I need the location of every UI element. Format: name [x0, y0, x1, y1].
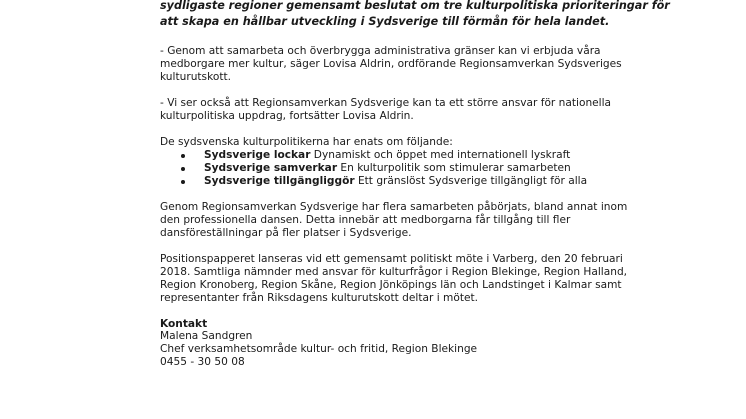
- list-item: [160, 149, 680, 162]
- collaboration-paragraph: [160, 201, 680, 240]
- text-line: dansföreställningar på fler platser i Sydsverige.: [160, 226, 412, 239]
- text-line: Positionspapperet lanseras vid ett gemensamt politiskt möte i Varberg, den 20 februari: [160, 252, 623, 265]
- text-line: medborgare mer kultur, säger Lovisa Aldrin, ordförande Regionsamverkan Sydsveriges: [160, 57, 622, 70]
- contact-block: [160, 318, 680, 370]
- text-line: kulturpolitiska uppdrag, fortsätter Lovisa Aldrin.: [160, 109, 414, 122]
- list-item: [160, 175, 680, 188]
- bullet-icon: [181, 154, 185, 158]
- press-release-body: [160, 0, 680, 369]
- list-intro: De sydsvenska kulturpolitikerna har enats om följande:: [160, 135, 453, 148]
- launch-paragraph: [160, 253, 680, 305]
- text-line: - Vi ser också att Regionsamverkan Sydsverige kan ta ett större ansvar för nationella: [160, 96, 612, 109]
- priority-description: Ett gränslöst Sydsverige tillgängligt för alla: [354, 175, 588, 188]
- priorities-list: [160, 149, 680, 188]
- lead-line: att skapa en hållbar utveckling i Sydsverige till förmån för hela landet.: [160, 14, 610, 28]
- text-line: Genom Regionsamverkan Sydsverige har flera samarbeten påbörjats, bland annat inom: [160, 201, 628, 214]
- priority-name: Sydsverige tillgängliggör: [204, 175, 355, 188]
- list-item: [160, 162, 680, 175]
- text-line: - Genom att samarbeta och överbrygga administrativa gränser kan vi erbjuda våra: [160, 45, 601, 57]
- bullet-icon: [181, 180, 185, 184]
- quote-paragraph-2: [160, 97, 680, 123]
- text-line: Region Kronoberg, Region Skåne, Region Jönköpings län och Landstinget i Kalmar samt: [160, 278, 622, 291]
- lead-paragraph: [160, 0, 680, 29]
- bullet-icon: [181, 167, 185, 171]
- text-line: 2018. Samtliga nämnder med ansvar för kulturfrågor i Region Blekinge, Region Halland,: [160, 265, 628, 278]
- priority-description: En kulturpolitik som stimulerar samarbeten: [337, 162, 571, 175]
- priority-name: Sydsverige lockar: [204, 149, 311, 162]
- text-line: kulturutskott.: [160, 70, 231, 83]
- text-line: den professionella dansen. Detta innebär att medborgarna får tillgång till fler: [160, 214, 571, 227]
- quote-paragraph-1: [160, 45, 680, 84]
- contact-heading: Kontakt: [160, 317, 208, 330]
- priority-description: Dynamiskt och öppet med internationell lyskraft: [310, 149, 571, 162]
- contact-phone: 0455 - 30 50 08: [160, 356, 245, 369]
- contact-title: Chef verksamhetsområde kultur- och fritid, Region Blekinge: [160, 343, 478, 356]
- priority-name: Sydsverige samverkar: [204, 162, 338, 175]
- lead-line: sydligaste regioner gemensamt beslutat om tre kulturpolitiska prioriteringar för: [160, 0, 670, 12]
- text-line: representanter från Riksdagens kulturutskott deltar i mötet.: [160, 291, 479, 304]
- contact-name: Malena Sandgren: [160, 330, 253, 343]
